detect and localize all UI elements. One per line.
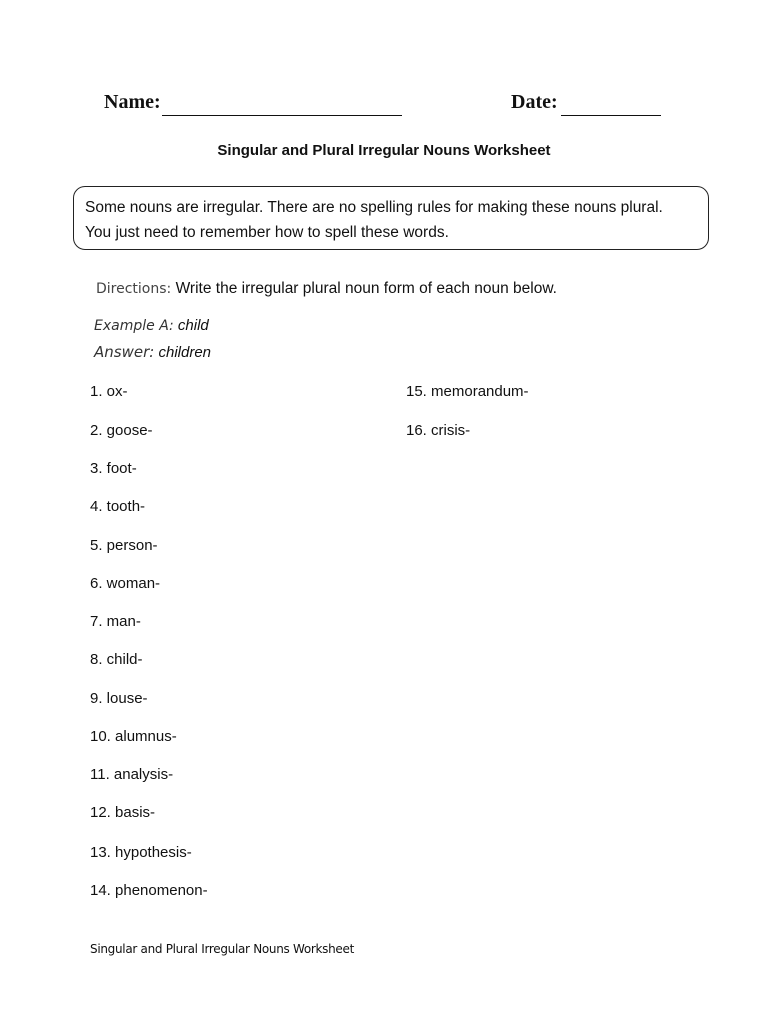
list-item: 11. analysis- bbox=[90, 766, 174, 783]
example-a bbox=[94, 317, 209, 334]
list-item: 13. hypothesis- bbox=[90, 844, 192, 861]
list-item: 15. memorandum- bbox=[406, 383, 529, 400]
list-item: 14. phenomenon- bbox=[90, 882, 208, 899]
list-item: 4. tooth- bbox=[90, 498, 146, 515]
name-label: Name: bbox=[104, 91, 161, 113]
name-blank-line[interactable] bbox=[162, 115, 402, 116]
date-label: Date: bbox=[511, 91, 558, 113]
example-answer bbox=[94, 343, 211, 361]
list-item: 5. person- bbox=[90, 537, 158, 554]
example-value: child bbox=[177, 317, 209, 334]
directions-text: Write the irregular plural noun form of each noun below. bbox=[175, 280, 557, 297]
worksheet-title: Singular and Plural Irregular Nouns Worksheet bbox=[217, 142, 551, 159]
intro-box bbox=[73, 186, 709, 250]
intro-line-2: You just need to remember how to spell these words. bbox=[85, 224, 449, 241]
example-label: Example A: bbox=[94, 318, 174, 334]
footer-text: Singular and Plural Irregular Nouns Worksheet bbox=[90, 942, 355, 956]
list-item: 12. basis- bbox=[90, 804, 156, 821]
date-blank-line[interactable] bbox=[561, 115, 661, 116]
list-item: 2. goose- bbox=[90, 422, 153, 439]
list-item: 3. foot- bbox=[90, 460, 137, 477]
list-item: 8. child- bbox=[90, 651, 143, 668]
answer-label: Answer: bbox=[94, 343, 155, 361]
list-item: 1. ox- bbox=[90, 383, 128, 400]
list-item: 10. alumnus- bbox=[90, 728, 177, 745]
intro-line-1: Some nouns are irregular. There are no spelling rules for making these nouns plural. bbox=[85, 199, 663, 216]
list-item: 6. woman- bbox=[90, 575, 161, 592]
directions bbox=[96, 280, 557, 298]
answer-value: children bbox=[158, 344, 212, 361]
list-item: 7. man- bbox=[90, 613, 141, 630]
directions-label: Directions: bbox=[96, 281, 172, 297]
list-item: 16. crisis- bbox=[406, 422, 471, 439]
list-item: 9. louse- bbox=[90, 690, 148, 707]
